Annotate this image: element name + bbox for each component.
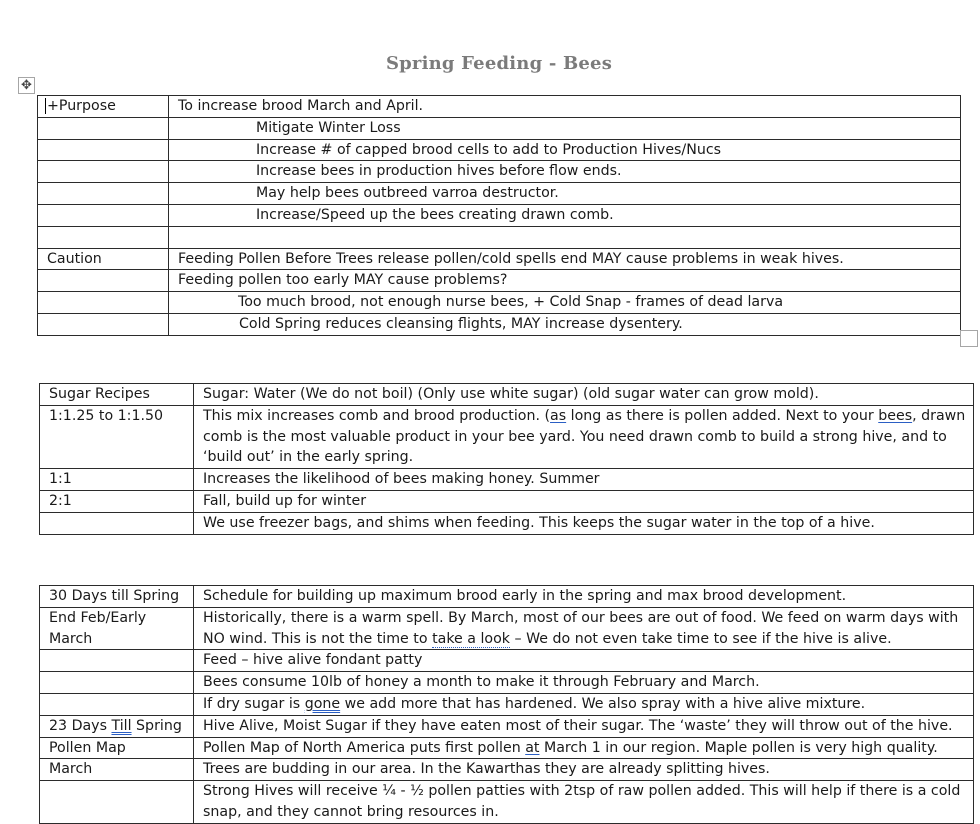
- row-label[interactable]: [38, 204, 169, 226]
- row-text[interactable]: Bees consume 10lb of honey a month to make it through February and March.: [194, 672, 974, 694]
- row-text[interactable]: Sugar: Water (We do not boil) (Only use white sugar) (old sugar water can grow mold).: [194, 384, 974, 406]
- row-text[interactable]: Increases the likelihood of bees making honey. Summer: [194, 469, 974, 491]
- row-label[interactable]: [40, 672, 194, 694]
- table-row: [40, 384, 974, 406]
- table-row: [40, 781, 974, 824]
- table-row: [40, 469, 974, 491]
- row-label[interactable]: [40, 512, 194, 534]
- grammar-flag[interactable]: Till: [111, 717, 132, 734]
- grammar-flag[interactable]: gone: [304, 695, 341, 712]
- row-label[interactable]: +Purpose: [38, 96, 169, 118]
- table-row: [38, 292, 961, 314]
- table-row: [40, 715, 974, 737]
- row-text[interactable]: Increase/Speed up the bees creating drawn comb.: [169, 204, 961, 226]
- row-text[interactable]: If dry sugar is gone we add more that has hardened. We also spray with a hive alive mixture.: [194, 693, 974, 715]
- sugar-recipes-table: [39, 383, 974, 535]
- row-text[interactable]: Trees are budding in our area. In the Kawarthas they are already splitting hives.: [194, 759, 974, 781]
- table-row: [40, 405, 974, 468]
- table-row: [40, 737, 974, 759]
- row-label[interactable]: Sugar Recipes: [40, 384, 194, 406]
- row-text[interactable]: Increase bees in production hives before flow ends.: [169, 161, 961, 183]
- grammar-flag[interactable]: take a look: [432, 630, 510, 647]
- row-label[interactable]: [38, 117, 169, 139]
- row-text[interactable]: Feeding pollen too early MAY cause problems?: [169, 270, 961, 292]
- row-label[interactable]: [40, 781, 194, 824]
- grammar-flag[interactable]: bees: [878, 407, 913, 424]
- row-text[interactable]: Strong Hives will receive ¼ - ½ pollen patties with 2tsp of raw pollen added. This will help if there is a cold snap, and they cannot bring resources in.: [194, 781, 974, 824]
- row-text[interactable]: Feeding Pollen Before Trees release pollen/cold spells end MAY cause problems in weak hives.: [169, 248, 961, 270]
- row-label[interactable]: [38, 183, 169, 205]
- table-row: [38, 313, 961, 335]
- row-label[interactable]: [40, 650, 194, 672]
- document-title: Spring Feeding - Bees: [385, 53, 613, 74]
- row-text[interactable]: Pollen Map of North America puts first pollen at March 1 in our region. Maple pollen is very high quality.: [194, 737, 974, 759]
- row-text[interactable]: May help bees outbreed varroa destructor.: [169, 183, 961, 205]
- table-row: [40, 607, 974, 650]
- row-label[interactable]: 1:1.25 to 1:1.50: [40, 405, 194, 468]
- table-row: [40, 672, 974, 694]
- row-text[interactable]: Too much brood, not enough nurse bees, + Cold Snap - frames of dead larva: [169, 292, 961, 314]
- table-row: [38, 96, 961, 118]
- table-row: [38, 139, 961, 161]
- row-label[interactable]: End Feb/Early March: [40, 607, 194, 650]
- table-move-handle-icon[interactable]: ✥: [18, 77, 35, 94]
- row-label[interactable]: 1:1: [40, 469, 194, 491]
- row-label[interactable]: [38, 139, 169, 161]
- row-text[interactable]: To increase brood March and April.: [169, 96, 961, 118]
- row-text[interactable]: Cold Spring reduces cleansing flights, MAY increase dysentery.: [169, 313, 961, 335]
- row-label[interactable]: [38, 292, 169, 314]
- row-label[interactable]: [38, 226, 169, 248]
- row-text[interactable]: This mix increases comb and brood production. (as long as there is pollen added. Next to your bees, drawn comb is the most valuable product in your bee yard. You need drawn comb to build a strong hive, and to ‘build out’ in the early spring.: [194, 405, 974, 468]
- table-row: [40, 759, 974, 781]
- table-row: [40, 512, 974, 534]
- row-text[interactable]: Fall, build up for winter: [194, 490, 974, 512]
- row-text[interactable]: Increase # of capped brood cells to add to Production Hives/Nucs: [169, 139, 961, 161]
- grammar-flag[interactable]: at: [525, 739, 540, 756]
- row-text[interactable]: Mitigate Winter Loss: [169, 117, 961, 139]
- table-row: [38, 248, 961, 270]
- row-label[interactable]: 23 Days Till Spring: [40, 715, 194, 737]
- table-row: [40, 490, 974, 512]
- row-text[interactable]: We use freezer bags, and shims when feeding. This keeps the sugar water in the top of a hive.: [194, 512, 974, 534]
- table-row: [40, 586, 974, 608]
- table-row: [38, 161, 961, 183]
- row-text[interactable]: Feed – hive alive fondant patty: [194, 650, 974, 672]
- row-label[interactable]: [40, 693, 194, 715]
- row-label[interactable]: [38, 270, 169, 292]
- table-row: [38, 117, 961, 139]
- table-resize-handle[interactable]: [960, 330, 978, 347]
- row-label[interactable]: [38, 313, 169, 335]
- row-label[interactable]: Caution: [38, 248, 169, 270]
- table-row: [40, 650, 974, 672]
- row-text[interactable]: Schedule for building up maximum brood early in the spring and max brood development.: [194, 586, 974, 608]
- table-row: [38, 183, 961, 205]
- grammar-flag[interactable]: as: [550, 407, 567, 424]
- row-label[interactable]: Pollen Map: [40, 737, 194, 759]
- purpose-table: [37, 95, 961, 336]
- row-text[interactable]: Hive Alive, Moist Sugar if they have eaten most of their sugar. The ‘waste’ they will throw out of the hive.: [194, 715, 974, 737]
- row-label[interactable]: 2:1: [40, 490, 194, 512]
- row-label[interactable]: [38, 161, 169, 183]
- table-row: [40, 693, 974, 715]
- schedule-table: [39, 585, 974, 824]
- row-label[interactable]: March: [40, 759, 194, 781]
- table-row: [38, 270, 961, 292]
- row-label[interactable]: 30 Days till Spring: [40, 586, 194, 608]
- table-row: [38, 204, 961, 226]
- row-text[interactable]: [169, 226, 961, 248]
- table-row: [38, 226, 961, 248]
- row-text[interactable]: Historically, there is a warm spell. By March, most of our bees are out of food. We feed on warm days with NO wind. This is not the time to take a look – We do not even take time to see if the hive is alive.: [194, 607, 974, 650]
